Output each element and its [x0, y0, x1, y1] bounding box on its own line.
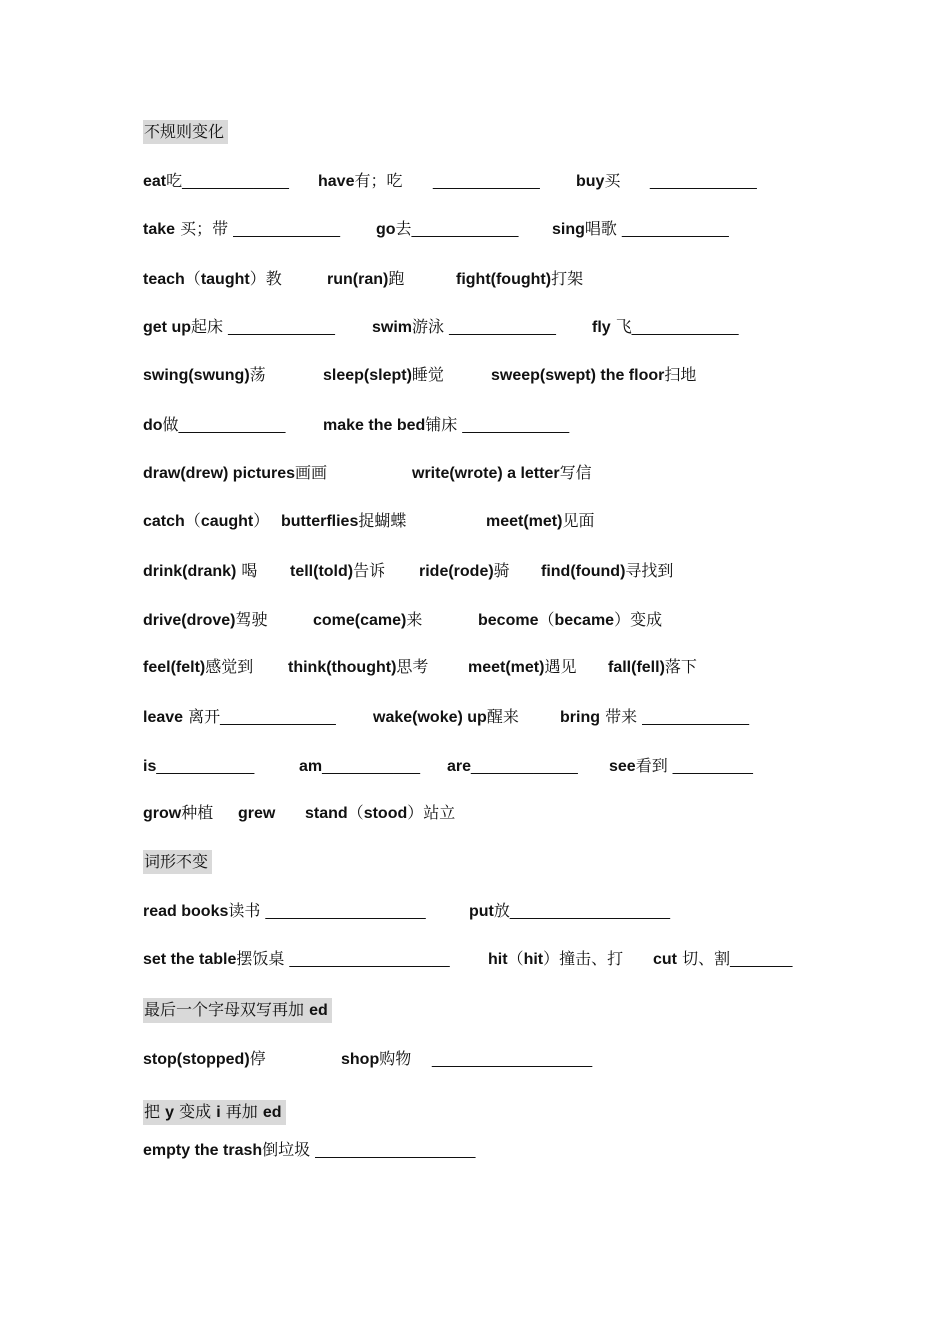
chinese-text: 购物: [379, 1049, 412, 1068]
answer-blank: __________________: [432, 1051, 593, 1068]
answer-blank: ____________: [462, 417, 570, 434]
english-word: grow: [143, 805, 182, 822]
vocab-entry: [456, 268, 583, 291]
vocab-entry: [491, 364, 696, 387]
vocab-entry: [143, 316, 335, 339]
chinese-text: 来: [406, 610, 423, 629]
english-word: butterflies: [281, 513, 359, 530]
chinese-text: 画画: [295, 463, 328, 482]
chinese-text: 荡: [249, 365, 266, 384]
chinese-text: 带来: [600, 707, 643, 726]
answer-blank: __________________: [265, 903, 426, 920]
english-word: sleep(slept): [323, 367, 412, 384]
vocab-entry: [327, 268, 404, 291]
chinese-text: 做: [162, 415, 179, 434]
english-word: i: [216, 1104, 221, 1121]
chinese-text: 见面: [562, 511, 595, 530]
answer-blank: ____________: [433, 173, 540, 190]
english-word: put: [469, 903, 494, 920]
english-word: think(thought): [288, 659, 397, 676]
heading-text: [143, 850, 212, 874]
chinese-text: （: [347, 803, 364, 822]
chinese-text: 词形不变: [144, 852, 209, 871]
chinese-text: 起床: [191, 317, 229, 336]
english-word: run(ran): [327, 271, 389, 288]
vocab-entry: [412, 462, 592, 485]
chinese-text: 吃: [166, 171, 183, 190]
chinese-text: 捉蝴蝶: [358, 511, 407, 530]
chinese-text: （: [184, 269, 201, 288]
vocab-entry: [478, 609, 662, 632]
answer-blank: ____________: [650, 173, 757, 190]
english-word: cut: [653, 951, 677, 968]
chinese-text: 落下: [664, 657, 697, 676]
vocab-entry: [143, 218, 340, 241]
chinese-text: 买: [604, 171, 621, 190]
chinese-text: 再加: [220, 1102, 263, 1121]
english-word: write(wrote) a letter: [412, 465, 560, 482]
english-word: grew: [238, 805, 276, 822]
english-word: leave: [143, 709, 184, 726]
answer-blank: ____________: [182, 173, 289, 190]
chinese-text: 铺床: [425, 415, 463, 434]
english-word: ed: [309, 1002, 328, 1019]
vocab-entry: [541, 560, 673, 583]
english-word: swim: [372, 319, 413, 336]
chinese-text: 倒垃圾: [262, 1140, 316, 1159]
chinese-text: 扫地: [664, 365, 697, 384]
english-word: do: [143, 417, 163, 434]
english-word: set the table: [143, 951, 237, 968]
chinese-text: 买；带: [175, 219, 234, 238]
english-word: are: [447, 758, 472, 775]
heading-text: [143, 998, 332, 1023]
english-word: hit: [523, 951, 544, 968]
chinese-text: 思考: [396, 657, 429, 676]
answer-blank: ____________: [471, 758, 578, 775]
english-word: fly: [592, 319, 611, 336]
english-word: stop(stopped): [143, 1051, 250, 1068]
answer-blank: ____________: [631, 319, 739, 336]
vocab-entry: [143, 268, 282, 291]
vocab-entry: [576, 170, 620, 193]
english-word: swing(swung): [143, 367, 250, 384]
vocab-entry: [488, 948, 623, 971]
chinese-text: 离开: [183, 707, 221, 726]
answer-blank: ____________: [411, 221, 519, 238]
chinese-text: 摆饭桌: [236, 949, 290, 968]
vocab-entry: [341, 1048, 411, 1071]
vocab-entry: [143, 948, 450, 971]
vocab-entry: [143, 900, 426, 923]
chinese-text: 最后一个字母双写再加: [144, 1000, 310, 1019]
chinese-text: 去: [395, 219, 412, 238]
vocab-entry: [650, 170, 757, 193]
chinese-text: 写信: [559, 463, 592, 482]
chinese-text: 变成: [174, 1102, 217, 1121]
vocab-entry: [609, 755, 753, 778]
chinese-text: 不规则变化: [144, 122, 225, 141]
english-word: meet(met): [468, 659, 545, 676]
answer-blank: _______: [730, 951, 793, 968]
chinese-text: 告诉: [353, 561, 386, 580]
chinese-text: （: [184, 511, 201, 530]
heading-text: [143, 120, 228, 144]
chinese-text: 遇见: [544, 657, 577, 676]
english-word: bring: [560, 709, 600, 726]
vocab-entry: [143, 414, 285, 437]
vocab-entry: [318, 170, 402, 193]
vocab-entry: [238, 802, 275, 825]
vocab-entry: [143, 560, 257, 583]
answer-blank: ____________: [642, 709, 749, 726]
english-word: read books: [143, 903, 229, 920]
chinese-text: 切、割: [677, 949, 731, 968]
english-word: ed: [262, 1104, 282, 1121]
vocab-entry: [299, 755, 420, 778]
vocab-entry: [305, 802, 455, 825]
english-word: go: [376, 221, 396, 238]
vocab-entry: [288, 656, 428, 679]
answer-blank: __________________: [509, 903, 671, 920]
chinese-text: 醒来: [486, 707, 519, 726]
english-word: buy: [576, 173, 605, 190]
vocab-entry: [143, 755, 254, 778]
english-word: eat: [143, 173, 167, 190]
english-word: feel(felt): [143, 659, 206, 676]
chinese-text: 飞: [610, 317, 632, 336]
vocab-entry: [552, 218, 729, 241]
english-word: become: [478, 612, 539, 629]
chinese-text: （: [538, 610, 555, 629]
chinese-text: 游泳: [412, 317, 450, 336]
chinese-text: 骑: [493, 561, 510, 580]
english-word: stand: [305, 805, 348, 822]
chinese-text: 读书: [228, 901, 266, 920]
vocab-entry: [143, 1048, 266, 1071]
vocab-entry: [281, 510, 406, 533]
answer-blank: ____________: [178, 417, 286, 434]
chinese-text: 打架: [551, 269, 584, 288]
vocab-entry: [372, 316, 556, 339]
answer-blank: ___________: [322, 758, 421, 775]
vocab-entry: [143, 609, 267, 632]
vocab-entry: [143, 1139, 475, 1162]
chinese-text: 寻找到: [625, 561, 674, 580]
chinese-text: ）变成: [614, 610, 663, 629]
chinese-text: 看到: [635, 756, 673, 775]
chinese-text: 有；吃: [354, 171, 403, 190]
english-word: stood: [363, 805, 408, 822]
english-word: meet(met): [486, 513, 563, 530]
english-word: drink(drank): [143, 563, 237, 580]
english-word: y: [165, 1104, 174, 1121]
answer-blank: _________: [672, 758, 753, 775]
vocab-entry: [469, 900, 670, 923]
english-word: take: [143, 221, 176, 238]
english-word: caught: [200, 513, 254, 530]
english-word: fall(fell): [608, 659, 665, 676]
chinese-text: 种植: [181, 803, 214, 822]
chinese-text: ）: [253, 511, 270, 530]
english-word: tell(told): [290, 563, 354, 580]
english-word: taught: [200, 271, 250, 288]
answer-blank: ____________: [621, 221, 729, 238]
vocab-entry: [447, 755, 578, 778]
vocab-entry: [433, 170, 540, 193]
english-word: ride(rode): [419, 563, 494, 580]
vocab-entry: [143, 170, 289, 193]
chinese-text: （: [507, 949, 524, 968]
english-word: teach: [143, 271, 185, 288]
vocab-entry: [143, 510, 269, 533]
english-word: fight(fought): [456, 271, 552, 288]
vocab-entry: [608, 656, 697, 679]
chinese-text: 睡觉: [411, 365, 444, 384]
vocab-entry: [323, 364, 444, 387]
answer-blank: ____________: [228, 319, 335, 336]
answer-blank: __________________: [315, 1142, 476, 1159]
english-word: draw(drew) pictures: [143, 465, 296, 482]
vocab-entry: [486, 510, 594, 533]
heading-text: [143, 1100, 286, 1125]
vocab-entry: [323, 414, 569, 437]
vocab-entry: [376, 218, 518, 241]
vocab-entry: [432, 1048, 592, 1071]
english-word: catch: [143, 513, 185, 530]
chinese-text: ）撞击、打: [543, 949, 624, 968]
answer-blank: ____________: [233, 221, 340, 238]
vocab-entry: [419, 560, 510, 583]
vocab-entry: [468, 656, 576, 679]
vocab-entry: [592, 316, 739, 339]
english-word: drive(drove): [143, 612, 236, 629]
english-word: hit: [488, 951, 508, 968]
english-word: empty the trash: [143, 1142, 263, 1159]
chinese-text: ）站立: [407, 803, 456, 822]
chinese-text: 停: [249, 1049, 266, 1068]
vocab-entry: [560, 706, 749, 729]
english-word: sweep(swept) the floor: [491, 367, 665, 384]
answer-blank: _____________: [220, 709, 336, 726]
chinese-text: 感觉到: [205, 657, 254, 676]
vocab-entry: [143, 656, 253, 679]
english-word: sing: [552, 221, 585, 238]
chinese-text: 把: [144, 1102, 166, 1121]
vocab-entry: [290, 560, 385, 583]
english-word: get up: [143, 319, 191, 336]
english-word: shop: [341, 1051, 380, 1068]
vocab-entry: [143, 706, 336, 729]
vocab-entry: [143, 802, 213, 825]
chinese-text: 放: [493, 901, 510, 920]
answer-blank: __________________: [289, 951, 450, 968]
english-word: make the bed: [323, 417, 426, 434]
answer-blank: ___________: [156, 758, 255, 775]
english-word: come(came): [313, 612, 407, 629]
english-word: see: [609, 758, 636, 775]
english-word: became: [554, 612, 615, 629]
english-word: find(found): [541, 563, 626, 580]
english-word: is: [143, 758, 157, 775]
english-word: have: [318, 173, 355, 190]
vocab-entry: [313, 609, 422, 632]
english-word: am: [299, 758, 323, 775]
answer-blank: ____________: [449, 319, 556, 336]
chinese-text: 唱歌: [584, 219, 622, 238]
chinese-text: 喝: [236, 561, 258, 580]
vocab-entry: [653, 948, 792, 971]
chinese-text: 驾驶: [235, 610, 268, 629]
vocab-entry: [143, 462, 327, 485]
english-word: wake(woke) up: [373, 709, 487, 726]
vocab-entry: [373, 706, 519, 729]
chinese-text: ）教: [249, 269, 282, 288]
vocab-entry: [143, 364, 266, 387]
chinese-text: 跑: [388, 269, 405, 288]
